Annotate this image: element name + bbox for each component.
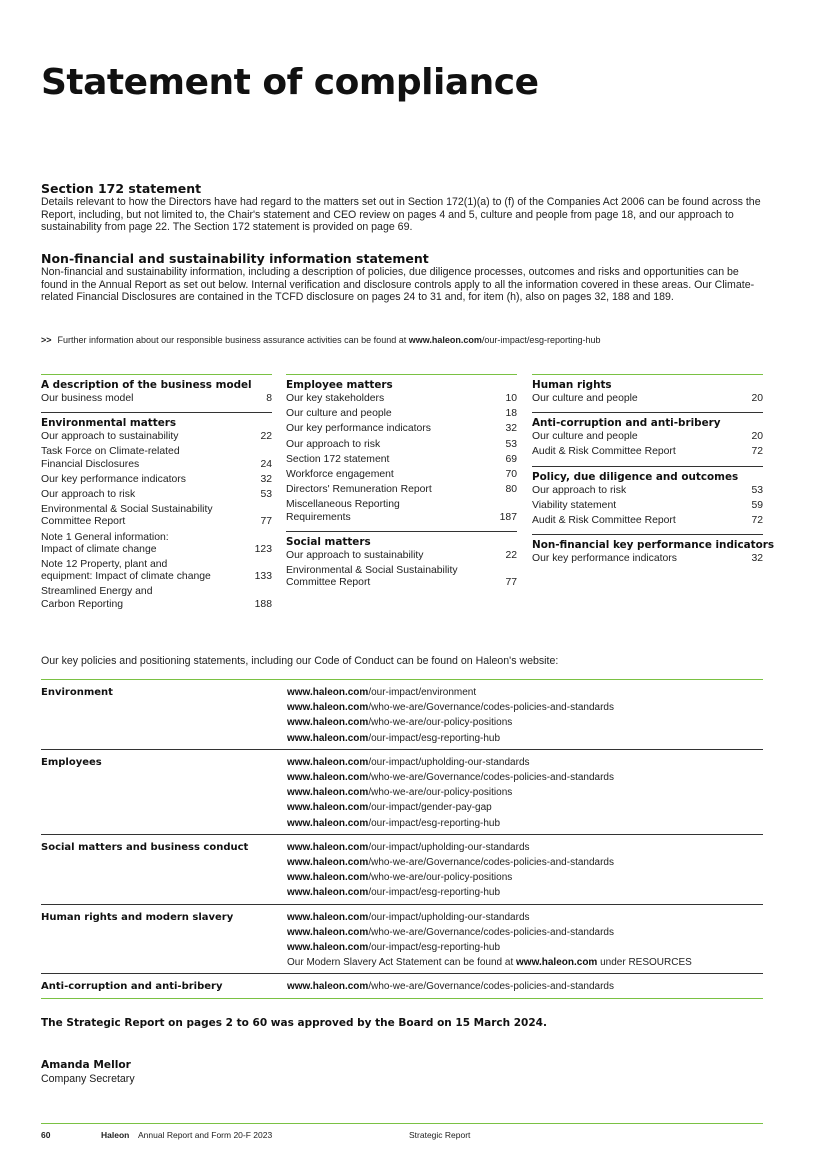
policy-link-domain: www.haleon.com	[287, 841, 369, 853]
reference-row	[286, 393, 517, 405]
reference-row	[532, 485, 763, 497]
reference-group	[41, 412, 272, 618]
reference-label: Our approach to risk	[532, 484, 627, 496]
policy-link-path: /who-we-are/Governance/codes-policies-and-standards	[368, 981, 614, 993]
reference-page-number: 8	[266, 393, 272, 404]
reference-row	[532, 446, 763, 458]
reference-row	[286, 499, 517, 523]
further-information	[41, 335, 600, 345]
arrow-icon: >>	[41, 335, 52, 345]
reference-page-number: 32	[505, 423, 517, 435]
reference-row	[286, 423, 517, 435]
policy-links	[287, 755, 763, 831]
reference-group	[41, 374, 272, 412]
reference-page-number: 69	[505, 453, 517, 465]
policy-row	[41, 834, 763, 904]
reference-page-number: 20	[751, 431, 763, 443]
reference-page-number: 20	[751, 393, 763, 404]
policy-link[interactable]	[287, 955, 763, 970]
reference-label: Streamlined Energy and Carbon Reporting	[41, 586, 153, 610]
reference-group	[532, 534, 775, 572]
reference-row	[286, 484, 517, 496]
footer	[41, 1123, 763, 1140]
footer-section: Strategic Report	[409, 1130, 471, 1140]
reference-row	[532, 431, 763, 443]
reference-page-number: 53	[751, 484, 763, 496]
reference-page-number: 187	[499, 511, 517, 523]
reference-row	[41, 586, 272, 610]
reference-page-number: 72	[751, 446, 763, 458]
footer-report-title: Annual Report and Form 20-F 2023	[138, 1130, 273, 1140]
policy-category: Anti-corruption and anti-bribery	[41, 981, 223, 993]
reference-label: Our key performance indicators	[286, 423, 431, 435]
reference-label: Environmental & Social Sustainability Committee Report	[41, 504, 213, 528]
policy-link-domain: www.haleon.com	[287, 981, 369, 993]
policy-links	[287, 840, 763, 901]
policy-link-domain: www.haleon.com	[287, 942, 369, 954]
reference-row	[532, 393, 763, 405]
policy-link[interactable]	[287, 925, 763, 940]
policy-link-domain: www.haleon.com	[287, 802, 369, 814]
policy-link[interactable]	[287, 715, 763, 730]
section-172-heading: Section 172 statement	[41, 181, 202, 196]
policy-link-path: /who-we-are/our-policy-positions	[368, 787, 513, 799]
policy-link-path: /who-we-are/Governance/codes-policies-and-standards	[368, 772, 614, 784]
reference-label: Our approach to risk	[41, 489, 136, 501]
policy-link-path: under RESOURCES	[597, 957, 692, 969]
reference-label: Our key stakeholders	[286, 393, 385, 404]
reference-column	[286, 374, 517, 596]
reference-page-number: 80	[505, 484, 517, 496]
policy-link[interactable]	[287, 910, 763, 925]
policy-link[interactable]	[287, 755, 763, 770]
reference-row	[41, 474, 272, 486]
policy-link-domain: www.haleon.com	[287, 926, 369, 938]
reference-row	[41, 489, 272, 501]
approval-statement: The Strategic Report on pages 2 to 60 was approved by the Board on 15 March 2024.	[41, 1017, 547, 1029]
reference-label: Our approach to sustainability	[41, 431, 179, 443]
policy-category: Employees	[41, 756, 102, 768]
further-text: Further information about our responsible business assurance activities can be found at	[57, 335, 407, 345]
reference-row	[286, 408, 517, 420]
policy-link-domain: www.haleon.com	[287, 717, 369, 729]
policy-category: Environment	[41, 687, 113, 698]
reference-row	[286, 550, 517, 562]
policy-link-path: /who-we-are/Governance/codes-policies-and-standards	[368, 926, 614, 938]
policy-link-path: /our-impact/esg-reporting-hub	[368, 732, 501, 744]
reference-page-number: 188	[254, 598, 272, 610]
policy-link-domain: www.haleon.com	[287, 732, 369, 744]
reference-group	[532, 412, 763, 465]
policy-links	[287, 979, 763, 994]
signatory	[41, 1058, 135, 1086]
reference-page-number: 10	[505, 393, 517, 404]
policy-link[interactable]	[287, 840, 763, 855]
policy-link-path: /our-impact/environment	[368, 687, 477, 698]
reference-row	[532, 500, 763, 512]
reference-row	[41, 559, 272, 583]
reference-group-heading: Human rights	[532, 379, 612, 391]
reference-row	[41, 431, 272, 443]
reference-column	[41, 374, 272, 618]
reference-label: Audit & Risk Committee Report	[532, 446, 676, 458]
policy-row	[41, 973, 763, 997]
reference-label: Workforce engagement	[286, 469, 394, 481]
nonfinancial-heading: Non-financial and sustainability information statement	[41, 251, 429, 266]
reference-page-number: 77	[260, 516, 272, 528]
reference-group-heading: Anti-corruption and anti-bribery	[532, 417, 721, 430]
policy-link-path: /our-impact/esg-reporting-hub	[368, 942, 501, 954]
policy-link[interactable]	[287, 785, 763, 800]
reference-row	[286, 469, 517, 481]
policy-link-path: /our-impact/esg-reporting-hub	[368, 887, 501, 899]
policy-link[interactable]	[287, 855, 763, 870]
policy-link[interactable]	[287, 685, 763, 700]
reference-page-number: 18	[505, 408, 517, 420]
reference-label: Directors' Remuneration Report	[286, 484, 432, 496]
reference-label: Task Force on Climate-related Financial Disclosures	[41, 446, 180, 470]
policy-link-domain: www.haleon.com	[287, 817, 369, 829]
reference-label: Our approach to risk	[286, 438, 381, 450]
policy-links	[287, 910, 763, 971]
policy-link-domain: www.haleon.com	[287, 687, 369, 698]
signatory-role: Company Secretary	[41, 1073, 135, 1085]
policy-link-path: /our-impact/upholding-our-standards	[368, 841, 530, 853]
reference-page-number: 32	[260, 473, 272, 485]
policy-link[interactable]	[287, 979, 763, 994]
policy-link-prefix: Our Modern Slavery Act Statement can be found at	[287, 957, 517, 969]
reference-column	[532, 374, 775, 572]
reference-label: Our business model	[41, 393, 134, 404]
reference-page-number: 53	[260, 489, 272, 501]
reference-row	[41, 532, 272, 556]
nonfinancial-statement	[41, 252, 763, 304]
page-title: Statement of compliance	[41, 62, 539, 103]
reference-label: Viability statement	[532, 499, 617, 511]
reference-group	[286, 374, 517, 531]
reference-group-heading: Environmental matters	[41, 417, 177, 430]
policy-row	[41, 749, 763, 834]
policy-link-path: /our-impact/gender-pay-gap	[368, 802, 492, 814]
policies-intro: Our key policies and positioning statements, including our Code of Conduct can be found on Haleon's website:	[41, 655, 559, 667]
policy-link[interactable]	[287, 731, 763, 746]
policy-link-path: /our-impact/esg-reporting-hub	[368, 817, 501, 829]
policy-link-domain: www.haleon.com	[287, 756, 369, 768]
reference-page-number: 24	[260, 458, 272, 470]
policy-link-domain: www.haleon.com	[287, 857, 369, 869]
policy-link-domain: www.haleon.com	[287, 911, 369, 923]
policy-link-domain: www.haleon.com	[516, 957, 598, 969]
signatory-name: Amanda Mellor	[41, 1059, 131, 1071]
policy-category: Human rights and modern slavery	[41, 911, 234, 923]
reference-row	[286, 454, 517, 466]
reference-row	[286, 439, 517, 451]
nonfinancial-body: Non-financial and sustainability information, including a description of policies, due diligence processes, outcomes and risks and opportunities can be found in the Annual Report as set out below. Internal verification and disclosure controls apply to all the information covered in these areas. Our Climate-related Financial Disclosures are contained in the TCFD disclosure on pages 24 to 31 and, for item (h), also on pages 32, 188 and 189.	[41, 266, 755, 304]
policy-link-domain: www.haleon.com	[287, 702, 369, 714]
reference-label: Section 172 statement	[286, 453, 390, 465]
reference-group-heading: Social matters	[286, 535, 371, 548]
reference-page-number: 123	[254, 543, 272, 555]
policy-link-path: /our-impact/upholding-our-standards	[368, 911, 530, 923]
policy-category: Social matters and business conduct	[41, 841, 249, 853]
reference-page-number: 70	[505, 469, 517, 481]
reference-page-number: 72	[751, 515, 763, 527]
reference-label: Our key performance indicators	[532, 553, 677, 565]
policy-link[interactable]	[287, 800, 763, 815]
reference-row	[532, 515, 763, 527]
reference-label: Audit & Risk Committee Report	[532, 515, 676, 527]
reference-row	[41, 446, 272, 470]
reference-group-heading: Employee matters	[286, 379, 393, 391]
policy-link-path: /who-we-are/Governance/codes-policies-and-standards	[368, 857, 614, 869]
reference-group-heading: Policy, due diligence and outcomes	[532, 470, 739, 483]
section-172-body: Details relevant to how the Directors have had regard to the matters set out in Section 172(1)(a) to (f) of the Companies Act 2006 can be found across the Report, including, but not limited to, the Chair's statement and CEO review on pages 4 and 5, culture and people from page 18, and our approach to sustainability from page 22. The Section 172 statement is provided on page 69.	[41, 196, 761, 234]
policy-link[interactable]	[287, 885, 763, 900]
policy-link-path: /our-impact/upholding-our-standards	[368, 756, 530, 768]
reference-group	[532, 374, 763, 412]
reference-label: Our culture and people	[532, 393, 638, 404]
policy-link[interactable]	[287, 816, 763, 831]
reference-page-number: 59	[751, 499, 763, 511]
reference-label: Our culture and people	[286, 408, 392, 420]
policy-link-path: /who-we-are/our-policy-positions	[368, 872, 513, 884]
reference-label: Note 12 Property, plant and equipment: Impact of climate change	[41, 559, 211, 583]
policy-links	[287, 685, 763, 746]
policy-link-path: /who-we-are/our-policy-positions	[368, 717, 513, 729]
policy-link[interactable]	[287, 940, 763, 955]
reference-label: Our culture and people	[532, 431, 638, 443]
policy-link-domain: www.haleon.com	[287, 887, 369, 899]
policy-link[interactable]	[287, 700, 763, 715]
reference-group	[286, 531, 517, 597]
reference-page-number: 133	[254, 571, 272, 583]
reference-label: Environmental & Social Sustainability Committee Report	[286, 565, 458, 589]
policy-link[interactable]	[287, 870, 763, 885]
reference-page-number: 32	[751, 553, 763, 565]
reference-row	[41, 504, 272, 528]
policy-link-domain: www.haleon.com	[287, 787, 369, 799]
page-number: 60	[41, 1130, 51, 1140]
reference-label: Note 1 General information: Impact of climate change	[41, 531, 169, 555]
policy-link-domain: www.haleon.com	[287, 772, 369, 784]
reference-label: Miscellaneous Reporting Requirements	[286, 499, 400, 523]
policy-link-path: /who-we-are/Governance/codes-policies-and-standards	[368, 702, 614, 714]
policies-table	[41, 679, 763, 999]
reference-row	[286, 565, 517, 589]
reference-group	[532, 466, 763, 535]
section-172	[41, 182, 763, 234]
policy-row	[41, 680, 763, 749]
further-link[interactable]: www.haleon.com/our-impact/esg-reporting-hub	[408, 335, 601, 345]
reference-group-heading: A description of the business model	[41, 379, 252, 391]
policy-row	[41, 904, 763, 974]
reference-row	[41, 393, 272, 405]
footer-brand: Haleon	[101, 1130, 130, 1140]
reference-label: Our approach to sustainability	[286, 549, 424, 561]
reference-row	[532, 553, 763, 565]
policy-link[interactable]	[287, 770, 763, 785]
reference-group-heading: Non-financial key performance indicators	[532, 539, 775, 552]
reference-label: Our key performance indicators	[41, 473, 186, 485]
reference-page-number: 22	[260, 431, 272, 443]
reference-page-number: 77	[505, 577, 517, 589]
reference-page-number: 22	[505, 549, 517, 561]
reference-page-number: 53	[505, 438, 517, 450]
policy-link-domain: www.haleon.com	[287, 872, 369, 884]
